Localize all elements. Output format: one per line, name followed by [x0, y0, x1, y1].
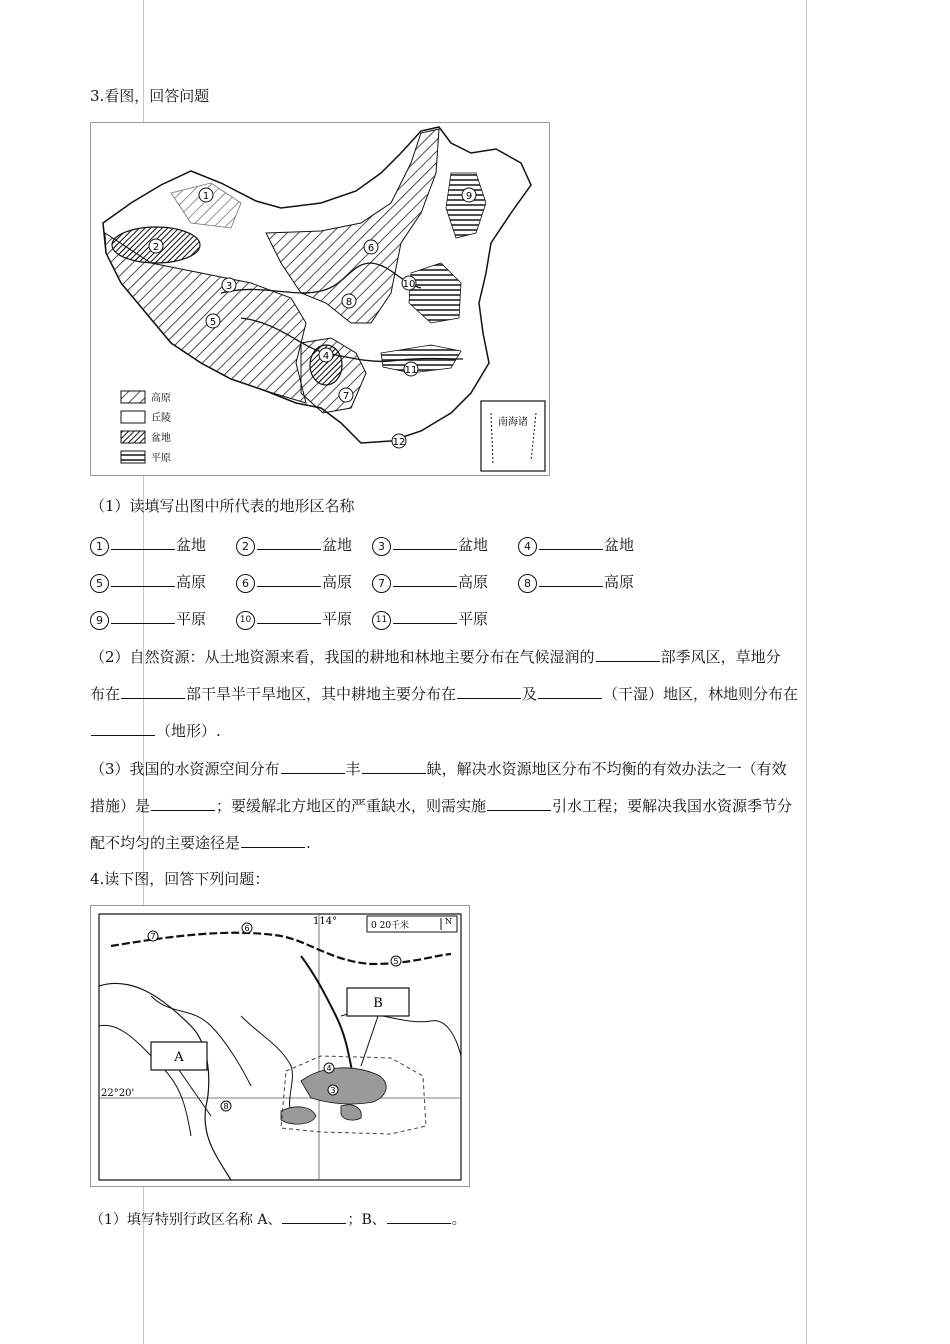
svg-text:3: 3 [225, 281, 233, 292]
answer-blank[interactable] [393, 571, 457, 587]
svg-text:平原: 平原 [151, 453, 171, 464]
question-3-title: 3.看图，回答问题 [90, 87, 210, 105]
q3-row-2: 5 高原 6 高原 7 高原 8 高原 [90, 571, 634, 593]
answer-blank[interactable] [151, 795, 215, 811]
map-marker [199, 188, 213, 202]
answer-blank[interactable] [281, 758, 345, 774]
answer-blank[interactable] [257, 571, 321, 587]
longitude-label: 114° [313, 916, 338, 927]
q3-part2-line1: （2）自然资源：从土地资源来看，我国的耕地和林地主要分布在气候湿润的 部季风区，草地分 [90, 648, 781, 666]
map-marker [222, 278, 236, 292]
south-china-sea-inset [481, 401, 545, 471]
number-circle: 7 [372, 574, 391, 593]
svg-text:1: 1 [202, 191, 210, 202]
q3-row-1: 1 盆地 2 盆地 3 盆地 4 盆地 [90, 534, 634, 556]
number-circle: 5 [90, 574, 109, 593]
page-margin-right [806, 0, 807, 1344]
map-marker [149, 239, 163, 253]
question-4-title: 4.读下图，回答下列问题： [90, 870, 270, 888]
map-marker [242, 923, 252, 933]
answer-blank[interactable] [241, 832, 305, 848]
q3-part2-line3: （地形）. [90, 720, 221, 741]
number-circle: 1 [90, 537, 109, 556]
svg-text:7: 7 [342, 391, 350, 402]
svg-text:12: 12 [392, 437, 406, 448]
latitude-label: 22°20' [101, 1088, 135, 1099]
number-circle: 3 [372, 537, 391, 556]
answer-blank[interactable] [111, 571, 175, 587]
q3-row-3: 9 平原 10 平原 11 平原 [90, 608, 488, 630]
svg-text:A: A [174, 1050, 184, 1065]
svg-text:2: 2 [152, 242, 160, 253]
number-circle: 6 [236, 574, 255, 593]
map-legend [121, 391, 171, 464]
map-marker [324, 1063, 334, 1073]
map-marker [342, 294, 356, 308]
answer-blank[interactable] [539, 571, 603, 587]
number-circle: 11 [372, 611, 391, 630]
q3-part1-title: （1）读填写出图中所代表的地形区名称 [90, 497, 355, 515]
svg-text:0 20千米: 0 20千米 [371, 921, 410, 931]
svg-text:丘陵: 丘陵 [151, 413, 171, 424]
china-terrain-map [90, 122, 550, 476]
map-marker [392, 434, 406, 448]
map-marker [364, 240, 378, 254]
svg-text:4: 4 [322, 351, 330, 362]
svg-text:4: 4 [326, 1064, 332, 1073]
q3-part3-line3: 配不均匀的主要途径是 . [90, 834, 311, 852]
map-marker [328, 1085, 338, 1095]
map-marker [404, 362, 418, 376]
answer-blank[interactable] [387, 1208, 451, 1224]
svg-text:B: B [373, 996, 383, 1011]
svg-text:5: 5 [209, 317, 217, 328]
svg-text:7: 7 [150, 932, 156, 941]
map-marker [339, 388, 353, 402]
number-circle: 4 [518, 537, 537, 556]
map-marker [462, 188, 476, 202]
answer-blank[interactable] [487, 795, 551, 811]
map-marker [319, 348, 333, 362]
q3-part3-line2: 措施）是 ；要缓解北方地区的严重缺水，则需实施 引水工程；要解决我国水资源季节分 [90, 797, 793, 815]
answer-blank[interactable] [538, 683, 602, 699]
number-circle: 2 [236, 537, 255, 556]
q3-part2-line2: 布在 部干旱半干旱地区，其中耕地主要分布在 及 （干湿）地区，林地则分布在 [90, 685, 799, 703]
answer-blank[interactable] [539, 534, 603, 550]
answer-blank[interactable] [596, 646, 660, 662]
answer-blank[interactable] [257, 608, 321, 624]
svg-text:3: 3 [330, 1086, 336, 1095]
svg-text:8: 8 [345, 297, 353, 308]
map-marker [206, 314, 220, 328]
number-circle: 10 [236, 611, 255, 630]
svg-text:5: 5 [393, 957, 399, 966]
svg-text:高原: 高原 [151, 393, 171, 404]
answer-blank[interactable] [257, 534, 321, 550]
svg-text:南海诸: 南海诸 [498, 417, 528, 428]
number-circle: 8 [518, 574, 537, 593]
svg-text:盆地: 盆地 [151, 433, 171, 444]
map-marker [148, 931, 158, 941]
answer-blank[interactable] [457, 683, 521, 699]
pearl-river-delta-map [90, 905, 470, 1187]
q4-part1: （1）填写特别行政区名称 A、 ；B、 。 [90, 1208, 466, 1230]
svg-text:10: 10 [402, 279, 416, 290]
svg-text:8: 8 [223, 1102, 229, 1111]
svg-text:6: 6 [244, 924, 250, 933]
answer-blank[interactable] [362, 758, 426, 774]
scale-bar [367, 916, 457, 932]
answer-blank[interactable] [111, 534, 175, 550]
number-circle: 9 [90, 611, 109, 630]
map-marker [402, 276, 416, 290]
north-arrow: N [445, 917, 452, 926]
map-marker [221, 1101, 231, 1111]
q3-part3-line1: （3）我国的水资源空间分布 丰 缺，解决水资源地区分布不均衡的有效办法之一（有效 [90, 760, 787, 778]
answer-blank[interactable] [121, 683, 185, 699]
answer-blank[interactable] [393, 534, 457, 550]
map-marker [391, 956, 401, 966]
svg-text:6: 6 [367, 243, 375, 254]
answer-blank[interactable] [393, 608, 457, 624]
answer-blank[interactable] [282, 1208, 346, 1224]
svg-text:9: 9 [465, 191, 473, 202]
svg-text:11: 11 [404, 365, 418, 376]
answer-blank[interactable] [91, 720, 155, 736]
answer-blank[interactable] [111, 608, 175, 624]
